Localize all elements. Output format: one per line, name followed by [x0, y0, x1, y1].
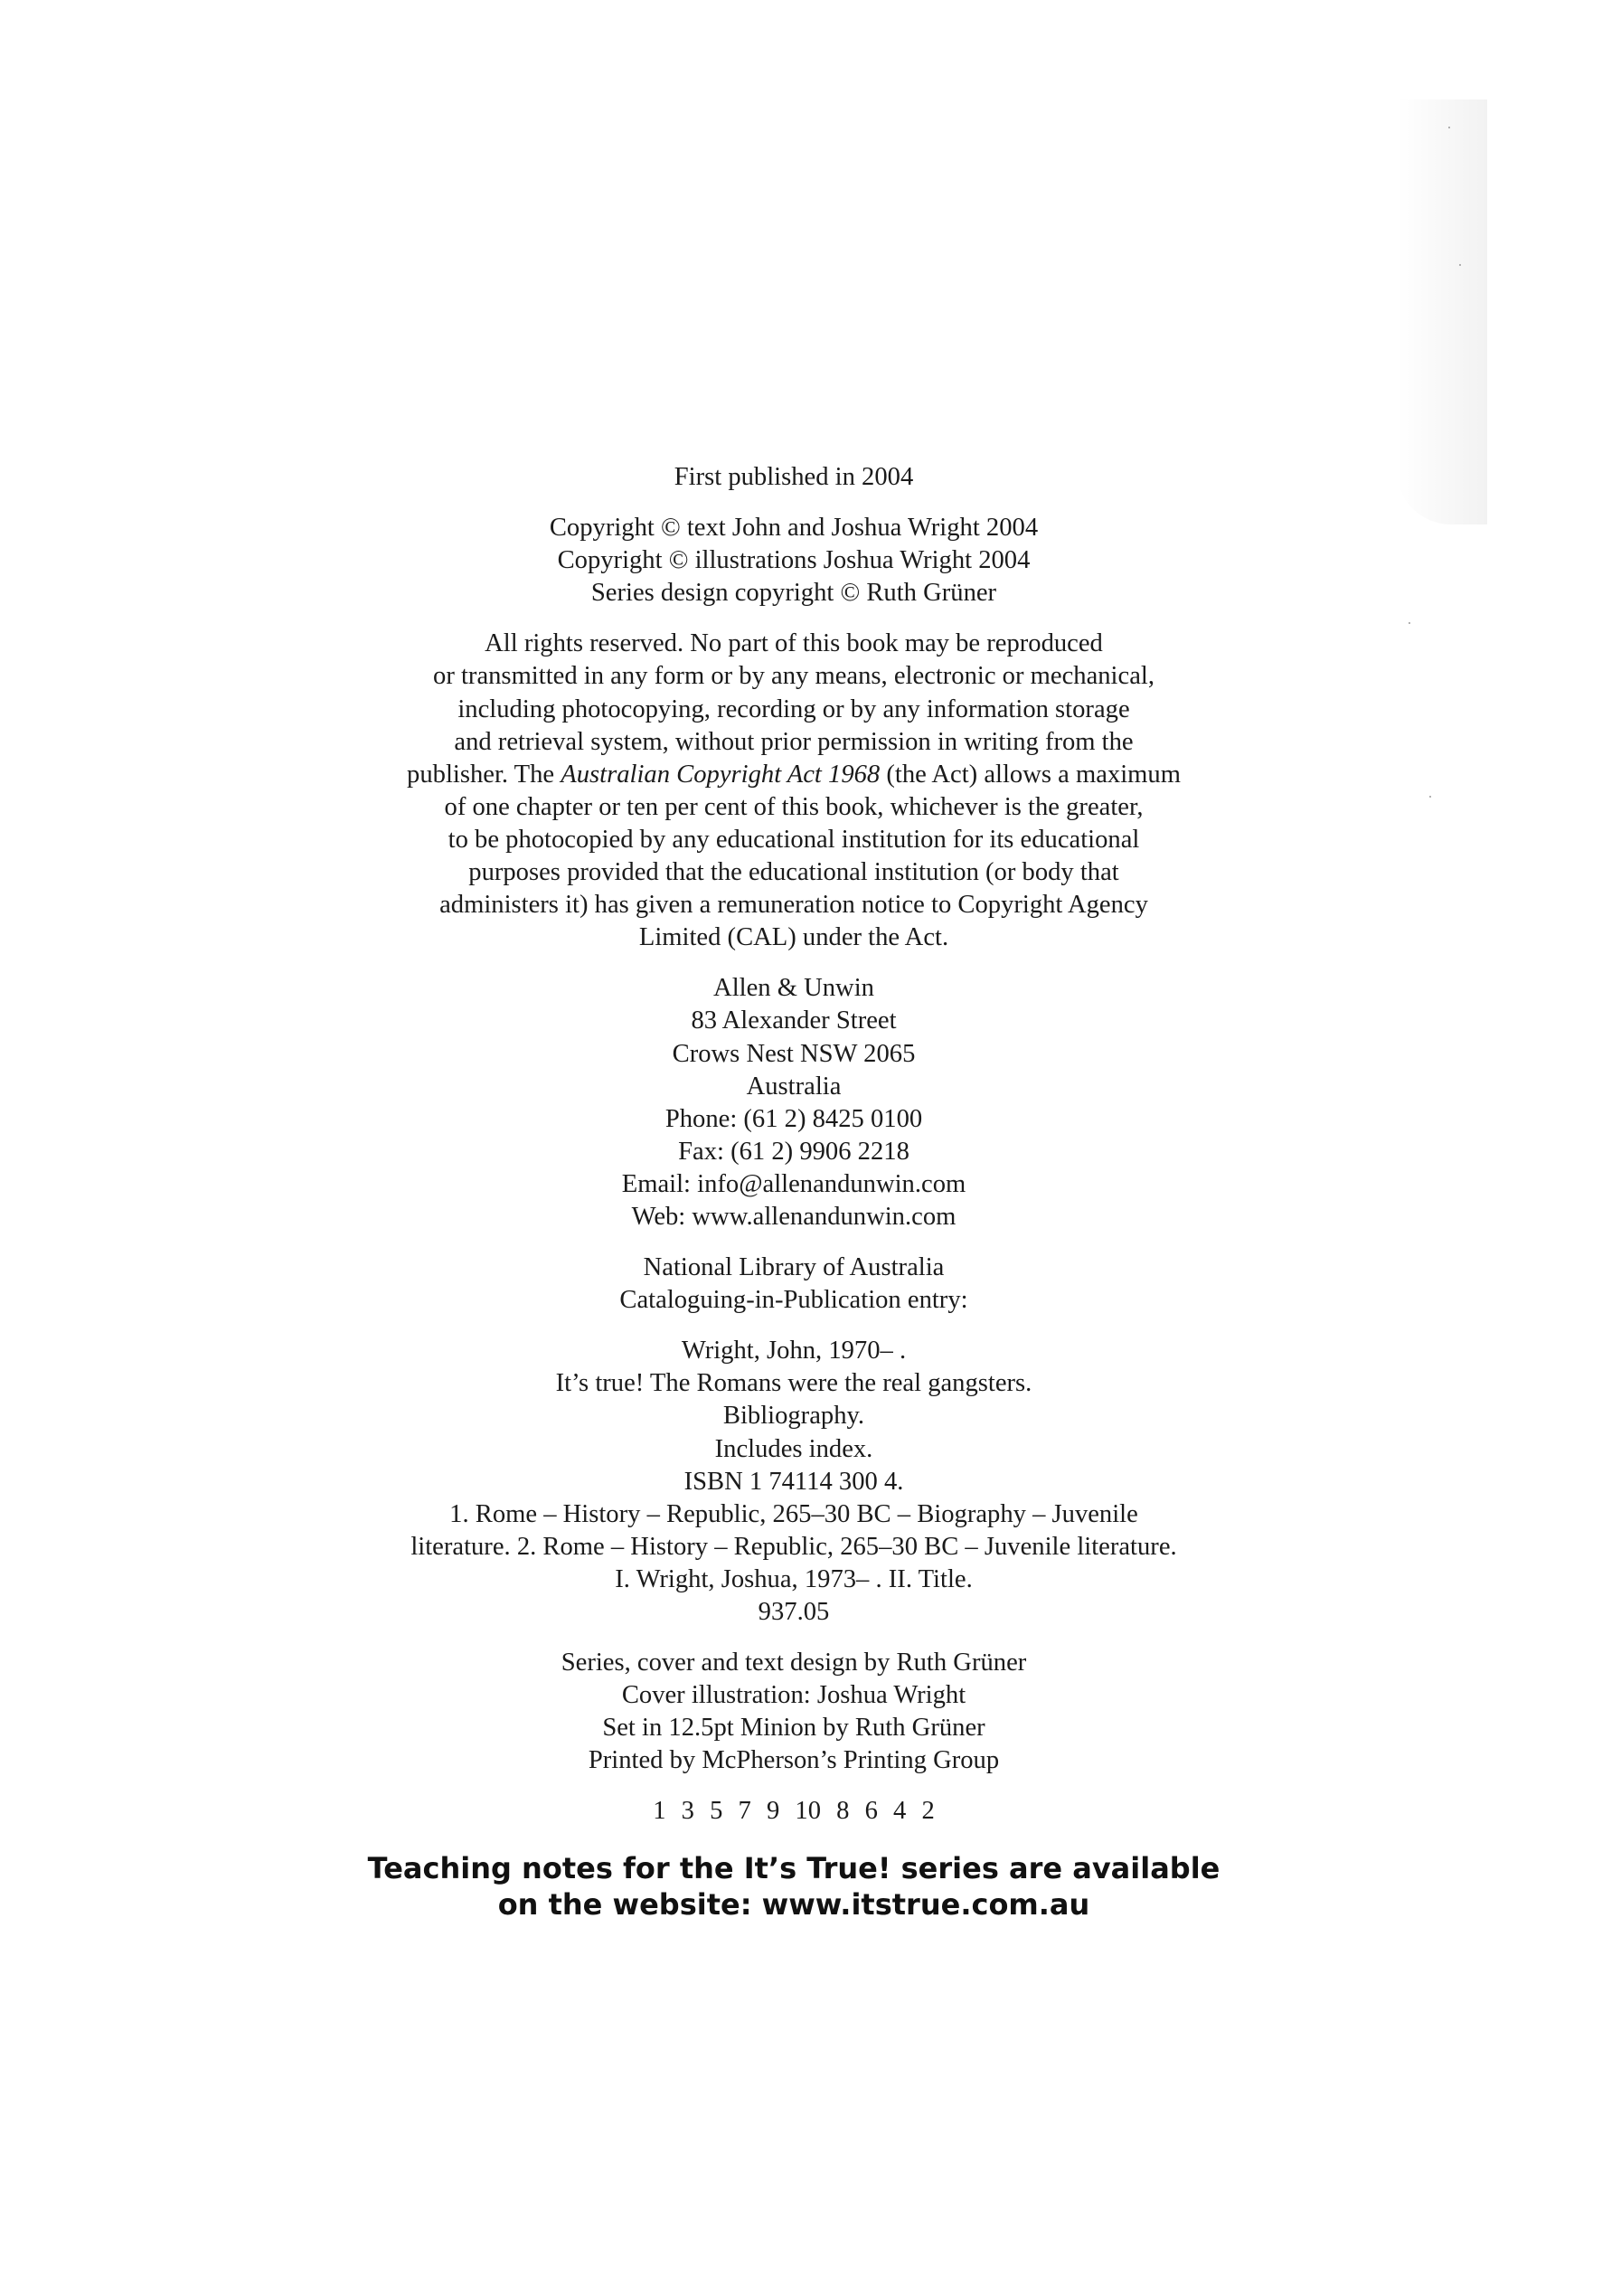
copyright-illustrations-line: Copyright © illustrations Joshua Wright 2004 — [557, 546, 1031, 575]
nla-block — [349, 1252, 1239, 1317]
cip-subject: 1. Rome – History – Republic, 265–30 BC – Biography – Juvenile — [449, 1499, 1138, 1528]
rights-reserved-block — [349, 628, 1239, 954]
teaching-notes-line: on the website: www.itstrue.com.au — [497, 1886, 1090, 1922]
cip-note: Includes index. — [714, 1434, 873, 1463]
copyright-series-design-line: Series design copyright © Ruth Grüner — [590, 579, 997, 608]
cip-title: It’s true! The Romans were the real gangsters. — [555, 1369, 1032, 1398]
cip-subject: literature. 2. Rome – History – Republic, 265–30 BC – Juvenile literature. — [410, 1532, 1177, 1561]
design-credit-line: Set in 12.5pt Minion by Ruth Grüner — [602, 1714, 985, 1743]
design-credit-line: Cover illustration: Joshua Wright — [621, 1681, 966, 1710]
publisher-country: Australia — [746, 1072, 842, 1101]
rights-line: purposes provided that the educational institution (or body that — [468, 858, 1119, 887]
design-credits-block — [349, 1647, 1239, 1777]
design-credit-line: Printed by McPherson’s Printing Group — [588, 1746, 1000, 1775]
publisher-suburb: Crows Nest NSW 2065 — [672, 1039, 916, 1068]
publisher-phone: Phone: (61 2) 8425 0100 — [664, 1104, 923, 1133]
scan-speck — [1459, 264, 1461, 266]
teaching-notes — [349, 1850, 1239, 1923]
rights-line: or transmitted in any form or by any means, electronic or mechanical, — [433, 662, 1154, 691]
nla-line: National Library of Australia — [643, 1253, 945, 1282]
rights-line: Limited (CAL) under the Act. — [638, 923, 949, 952]
page-edge-shadow — [1397, 99, 1487, 524]
cip-heading-line: Cataloguing-in-Publication entry: — [619, 1286, 968, 1315]
scan-speck — [1409, 622, 1410, 624]
publisher-street: 83 Alexander Street — [691, 1006, 897, 1035]
rights-line-act — [349, 759, 1239, 791]
teaching-notes-line: Teaching notes for the It’s True! series are available — [367, 1850, 1220, 1885]
cip-author: Wright, John, 1970– . — [681, 1337, 907, 1365]
cip-entry-block — [349, 1335, 1239, 1629]
rights-line: of one chapter or ten per cent of this book, whichever is the greater, — [444, 792, 1144, 821]
publisher-email: Email: info@allenandunwin.com — [621, 1169, 966, 1198]
first-published-line: First published in 2004 — [674, 463, 914, 491]
publisher-fax: Fax: (61 2) 9906 2218 — [678, 1137, 909, 1166]
rights-line: to be photocopied by any educational institution for its educational — [448, 825, 1140, 854]
cip-classification: 937.05 — [758, 1598, 830, 1626]
rights-text: (the Act) allows a maximum — [880, 760, 1181, 789]
copyright-imprint — [349, 461, 1239, 1923]
copyright-text-line: Copyright © text John and Joshua Wright 2004 — [549, 514, 1039, 543]
publisher-address-block — [349, 972, 1239, 1233]
copyright-block — [349, 512, 1239, 609]
first-published-block — [349, 461, 1239, 494]
printing-number-line: 1 3 5 7 9 10 8 6 4 2 — [653, 1797, 935, 1826]
publisher-name: Allen & Unwin — [713, 974, 874, 1003]
cip-added-entries: I. Wright, Joshua, 1973– . II. Title. — [615, 1564, 973, 1593]
rights-line: administers it) has given a remuneration notice to Copyright Agency — [439, 891, 1148, 920]
printing-line-block — [349, 1795, 1239, 1828]
rights-line: and retrieval system, without prior permission in writing from the — [454, 727, 1134, 756]
publisher-web: Web: www.allenandunwin.com — [631, 1202, 956, 1231]
cip-note: Bibliography. — [722, 1402, 865, 1431]
design-credit-line: Series, cover and text design by Ruth Grüner — [561, 1649, 1027, 1677]
scan-speck — [1429, 796, 1431, 798]
rights-line: including photocopying, recording or by any information storage — [457, 694, 1130, 723]
scan-speck — [1448, 127, 1450, 128]
rights-line: All rights reserved. No part of this book may be reproduced — [485, 629, 1103, 658]
act-title: Australian Copyright Act 1968 — [561, 760, 881, 789]
rights-text: publisher. The — [407, 760, 561, 789]
cip-isbn: ISBN 1 74114 300 4. — [683, 1467, 904, 1496]
